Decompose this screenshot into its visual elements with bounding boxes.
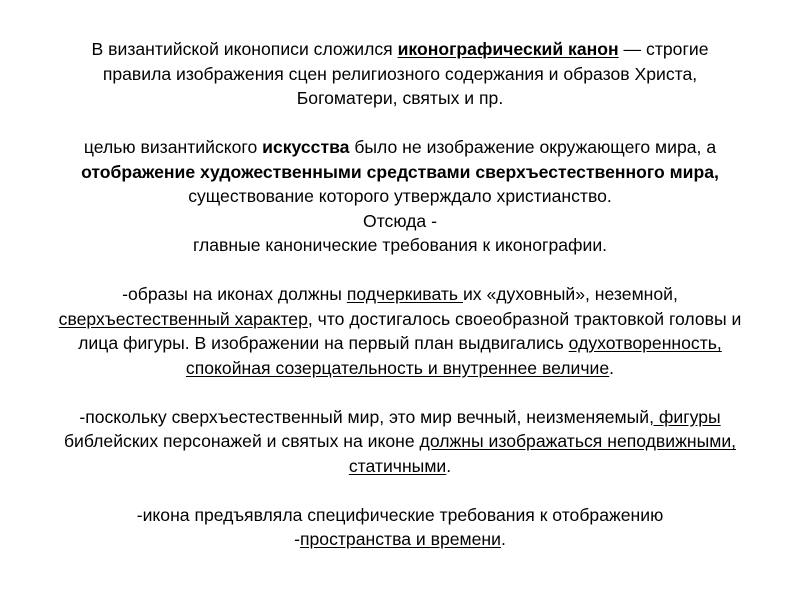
supernatural-character-term: сверхъестественный характер — [58, 308, 308, 329]
text-span: было не изображение окружающего мира, а — [349, 137, 717, 157]
motionless-term: должны изображаться неподвижными, — [419, 431, 737, 451]
emphasize-term: подчеркивать — [346, 284, 463, 304]
text-span: лица фигуры. В изображении на первый план выдвигались — [78, 333, 569, 353]
text-span: правила изображения сцен религиозного содержания и образов Христа, — [102, 63, 698, 84]
text-span: -поскольку сверхъестественный мир, это мир вечный, неизменяемый — [79, 406, 650, 427]
text-span: Богоматери, святых и пр. — [296, 88, 504, 108]
text-span: их «духовный», неземной, — [462, 284, 678, 304]
text-span: - — [294, 529, 300, 549]
text-span: -образы на иконах должны — [122, 284, 347, 304]
text-span: В византийской иконописи сложился — [91, 39, 398, 59]
text-span: библейских персонажей и святых на иконе — [63, 431, 420, 451]
space-time-term: пространства и времени — [299, 529, 501, 549]
spirituality-term: одухотворенность, — [568, 333, 722, 353]
text-span: . — [500, 529, 506, 549]
figures-term: , фигуры — [649, 406, 721, 427]
paragraph-space-time — [8, 503, 792, 552]
static-term: статичными — [348, 455, 447, 476]
text-span: , что достигалось своеобразной трактовкой головы и — [307, 308, 742, 329]
paragraph-static-figures — [8, 405, 792, 479]
text-span: — строгие — [618, 39, 709, 59]
art-term: искусства — [262, 137, 350, 157]
text-span: главные канонические требования к иконографии. — [192, 235, 608, 255]
text-span: . — [446, 455, 452, 476]
iconographic-canon-term: иконографический канон — [397, 39, 619, 59]
text-span: -икона предъявляла специфические требования к отображению — [136, 504, 664, 525]
paragraph-purpose — [8, 135, 792, 258]
text-span: Отсюда - — [363, 210, 437, 231]
contemplation-term: спокойная созерцательность и внутреннее величие — [185, 357, 610, 378]
slide-text — [8, 37, 792, 552]
supernatural-world-phrase: отображение художественными средствами сверхъестественного мира, — [81, 161, 719, 182]
text-span: целью византийского — [83, 137, 263, 157]
text-span: . — [609, 357, 615, 378]
paragraph-canon — [8, 37, 792, 111]
paragraph-spiritual-images — [8, 282, 792, 380]
text-span: существование которого утверждало христианство. — [188, 186, 612, 206]
